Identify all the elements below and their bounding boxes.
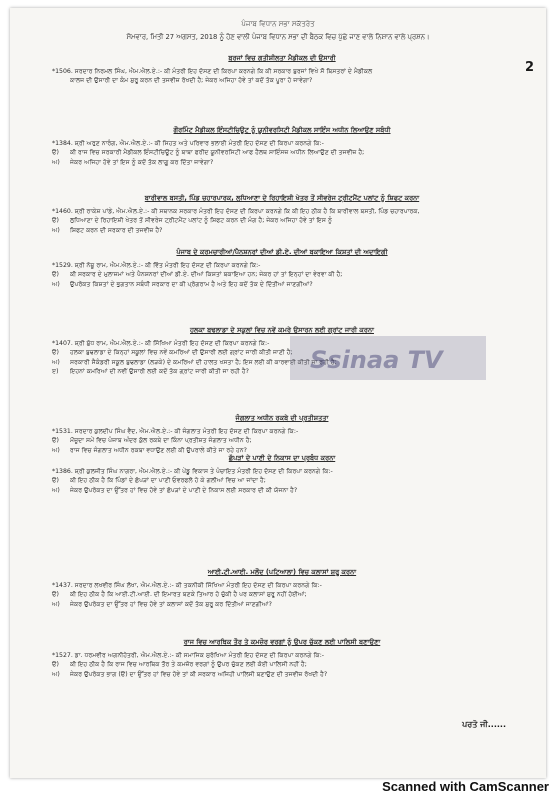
part-label: ਅ) bbox=[52, 486, 60, 494]
part-label: ੳ) bbox=[52, 217, 59, 225]
part-text: ਹਲਕਾ ਬੁਢਲਾਡਾ ਦੇ ਕਿਨ੍ਹਾਂ ਸਕੂਲਾਂ ਵਿਚ ਨਵੇਂ ਕਮਰਿਆਂ ਦੀ ਉਸਾਰੀ ਲਈ ਗ੍ਰਾਂਟ ਜਾਰੀ ਕੀਤੀ ਜਾਣੀ ਹੈ; bbox=[70, 349, 293, 357]
question-mover-line: *1437. ਸਰਦਾਰ ਲਖਵੀਰ ਸਿੰਘ ਲੱਖਾ, ਐਮ.ਐਲ.ਏ.:- ਕੀ ਤਕਨੀਕੀ ਸਿੱਖਿਆ ਮੰਤਰੀ ਇਹ ਦੱਸਣ ਦੀ ਕਿਰਪਾ ਕਰਨਗੇ ਕਿ:- bbox=[52, 582, 322, 590]
part-label: ੳ) bbox=[52, 271, 59, 279]
question-block bbox=[52, 248, 512, 289]
part-text: ਕਾਲਜ ਦੀ ਉਸਾਰੀ ਦਾ ਕੰਮ ਸ਼ੁਰੂ ਕਰਨ ਦੀ ਤਜਵੀਜ਼ ਰੱਖਦੀ ਹੈ; ਜੇਕਰ ਅਜਿਹਾ ਹੋਵੇ ਤਾਂ ਕਦੋਂ ਤੱਕ ਪੂਰਾ ਹੋ ਜਾਵੇਗਾ? bbox=[70, 77, 313, 85]
question-part bbox=[52, 590, 512, 599]
question-block bbox=[52, 454, 512, 495]
question-mover-line: *1531. ਸਰਦਾਰ ਕੁਲਦੀਪ ਸਿੰਘ ਵੈਦ, ਐਮ.ਐਲ.ਏ.:- ਕੀ ਜੰਗਲਾਤ ਮੰਤਰੀ ਇਹ ਦੱਸਣ ਦੀ ਕਿਰਪਾ ਕਰਨਗੇ ਕਿ:- bbox=[52, 428, 299, 436]
part-text: ਜੇਕਰ ਅਜਿਹਾ ਹੋਵੇ ਤਾਂ ਇਸ ਨੂੰ ਕਦੋਂ ਤੱਕ ਲਾਗੂ ਕਰ ਦਿੱਤਾ ਜਾਵੇਗਾ? bbox=[70, 158, 214, 166]
part-text: ਇਹਨਾਂ ਕਮਰਿਆਂ ਦੀ ਨਵੀਂ ਉਸਾਰੀ ਲਈ ਕਦੋਂ ਤੱਕ ਗ੍ਰਾਂਟ ਜਾਰੀ ਕੀਤੀ ਜਾ ਰਹੀ ਹੈ? bbox=[70, 367, 249, 375]
part-label: ਅ) bbox=[52, 280, 60, 288]
part-label: ੳ) bbox=[52, 591, 59, 599]
document-page bbox=[10, 8, 546, 778]
question-block bbox=[52, 126, 512, 167]
part-label: ੳ) bbox=[52, 661, 59, 669]
question-mover-line: *1529. ਸ਼੍ਰੀ ਨੱਥੂ ਰਾਮ, ਐਮ.ਐਲ.ਏ.:- ਕੀ ਵਿੱਤ ਮੰਤਰੀ ਇਹ ਦੱਸਣ ਦੀ ਕਿਰਪਾ ਕਰਨਗੇ ਕਿ:- bbox=[52, 262, 261, 270]
continued-note: ਪਰਤੋ ਜੀ...... bbox=[462, 720, 506, 729]
part-text: ਕੀ ਇਹ ਠੀਕ ਹੈ ਕਿ ਰਾਜ ਵਿਚ ਆਰਥਿਕ ਤੌਰ ਤੇ ਕਮਜ਼ੋਰ ਵਰਗਾਂ ਨੂੰ ਉਪਰ ਚੁੱਕਣ ਲਈ ਕੋਈ ਪਾਲਿਸੀ ਨਹੀਂ ਹੈ; bbox=[70, 661, 307, 669]
question-part bbox=[52, 226, 512, 235]
question-title: ਹਲਕਾ ਬੁਢਲਾਡਾ ਦੇ ਸਕੂਲਾਂ ਵਿਚ ਨਵੇਂ ਕਮਰੇ ਉਸਾਰਨ ਲਈ ਗ੍ਰਾਂਟ ਜਾਰੀ ਕਰਨਾ bbox=[190, 326, 374, 334]
question-part bbox=[52, 270, 512, 279]
part-text: ਕੀ ਰਾਜ ਵਿਚ ਸਰਕਾਰੀ ਮੈਡੀਕਲ ਇੰਸਟੀਚਿਊਟ ਨੂੰ ਬਾਬਾ ਫਰੀਦ ਯੂਨੀਵਰਸਿਟੀ ਆਫ ਹੈਲਥ ਸਾਇੰਸਜ਼ ਅਧੀਨ ਲਿਆਉਣ ਦੀ ਤਜਵੀਜ਼ ਹੈ; bbox=[70, 149, 365, 157]
question-part bbox=[52, 660, 512, 669]
part-text: ਕੀ ਇਹ ਠੀਕ ਹੈ ਕਿ ਆਈ.ਟੀ.ਆਈ. ਦੀ ਇਮਾਰਤ ਬਣਕੇ ਤਿਆਰ ਹੋ ਚੁੱਕੀ ਹੈ ਪਰ ਕਲਾਸਾਂ ਸ਼ੁਰੂ ਨਹੀਂ ਹੋਈਆਂ; bbox=[70, 591, 307, 599]
question-part bbox=[52, 436, 512, 445]
question-part bbox=[52, 486, 512, 495]
part-label bbox=[52, 76, 70, 85]
question-mover-line: *1506. ਸਰਦਾਰ ਨਿਰਮਲ ਸਿੰਘ, ਐਮ.ਐਲ.ਏ.:- ਕੀ ਮੰਤਰੀ ਇਹ ਦੱਸਣ ਦੀ ਕਿਰਪਾ ਕਰਨਗੇ ਕਿ ਕੀ ਸਰਕਾਰ ਬੁਰਜਾਂ ਵਿਖੇ ਸੌ ਬਿਸਤਰਾਂ ਦੇ ਮੈਡੀਕਲ bbox=[52, 68, 373, 76]
part-text: ਜੇਕਰ ਉਪਰੋਕਤ ਦਾ ਉੱਤਰ ਹਾਂ ਵਿਚ ਹੋਵੇ ਤਾਂ ਛੱਪੜਾਂ ਦੇ ਪਾਣੀ ਦੇ ਨਿਕਾਸ ਲਈ ਸਰਕਾਰ ਦੀ ਕੀ ਯੋਜਨਾ ਹੈ? bbox=[70, 486, 298, 494]
part-label: ੲ) bbox=[52, 367, 59, 375]
question-block bbox=[52, 54, 512, 86]
question-title: ਜੰਗਲਾਤ ਅਧੀਨ ਰਕਬੇ ਦੀ ਪ੍ਰਤੀਸ਼ਤਤਾ bbox=[235, 414, 329, 422]
question-block bbox=[52, 568, 512, 609]
assembly-header: ਪੰਜਾਬ ਵਿਧਾਨ ਸਭਾ ਸਕੱਤਰੇਤ bbox=[241, 20, 315, 28]
question-mover-line: *1460. ਸ਼੍ਰੀ ਰਾਕੇਸ਼ ਪਾਂਡੇ, ਐਮ.ਐਲ.ਏ.:- ਕੀ ਸਥਾਨਕ ਸਰਕਾਰ ਮੰਤਰੀ ਇਹ ਦੱਸਣ ਦੀ ਕਿਰਪਾ ਕਰਨਗੇ ਕਿ ਕੀ ਇਹ ਠੀਕ ਹੈ ਕਿ ਬਾਰੀਵਾਲ ਬਸਤੀ, ਪਿੰਡ ਚਹਾਰਪਾਰਕ, bbox=[52, 208, 420, 216]
part-label: ਅ) bbox=[52, 446, 60, 454]
part-text: ਜੇਕਰ ਉਪਰੋਕਤ ਭਾਗ (ੳ) ਦਾ ਉੱਤਰ ਹਾਂ ਵਿਚ ਹੋਵੇ ਤਾਂ ਕੀ ਸਰਕਾਰ ਅਜਿਹੀ ਪਾਲਿਸੀ ਬਣਾਉਣ ਦੀ ਤਜਵੀਜ਼ ਰੱਖਦੀ ਹੈ? bbox=[70, 670, 328, 678]
question-mover-line: *1407. ਸ਼੍ਰੀ ਬੁੱਧ ਰਾਮ, ਐਮ.ਐਲ.ਏ.:- ਕੀ ਸਿੱਖਿਆ ਮੰਤਰੀ ਇਹ ਦੱਸਣ ਦੀ ਕਿਰਪਾ ਕਰਨਗੇ ਕਿ:- bbox=[52, 340, 270, 348]
part-text: ਕੀ ਸਰਕਾਰ ਦੇ ਮੁਲਾਜ਼ਮਾਂ ਅਤੇ ਪੈਨਸ਼ਨਰਾਂ ਦੀਆਂ ਡੀ.ਏ. ਦੀਆਂ ਕਿਸ਼ਤਾਂ ਬਕਾਇਆ ਹਨ; ਜੇਕਰ ਹਾਂ ਤਾਂ ਇਨ੍ਹਾਂ ਦਾ ਵੇਰਵਾ ਕੀ ਹੈ; bbox=[70, 271, 343, 279]
part-label: ਅ) bbox=[52, 226, 60, 234]
part-text: ਕੀ ਇਹ ਠੀਕ ਹੈ ਕਿ ਪਿੰਡਾਂ ਦੇ ਛੱਪੜਾਂ ਦਾ ਪਾਣੀ ਓਵਰਫਲੋ ਹੋ ਕੇ ਗਲੀਆਂ ਵਿਚ ਆ ਜਾਂਦਾ ਹੈ; bbox=[70, 477, 266, 485]
part-label: ੳ) bbox=[52, 349, 59, 357]
part-text: ਜੇਕਰ ਉਪਰੋਕਤ ਦਾ ਉੱਤਰ ਹਾਂ ਵਿਚ ਹੋਵੇ ਤਾਂ ਕਲਾਸਾਂ ਕਦੋਂ ਤੱਕ ਸ਼ੁਰੂ ਕਰ ਦਿੱਤੀਆਂ ਜਾਣਗੀਆਂ? bbox=[70, 600, 272, 608]
part-text: ਲੁਧਿਆਣਾ ਦੇ ਰਿਹਾਇਸ਼ੀ ਖੇਤਰ ਤੋਂ ਸੀਵਰੇਜ ਟ੍ਰੀਟਮੈਂਟ ਪਲਾਂਟ ਨੂੰ ਸ਼ਿਫਟ ਕਰਨ ਦੀ ਮੰਗ ਹੈ; ਜੇਕਰ ਅਜਿਹਾ ਹੋਵੇ ਤਾਂ ਇਸ ਨੂੰ bbox=[70, 217, 333, 225]
session-subtitle: ਸੋਮਵਾਰ, ਮਿਤੀ 27 ਅਗਸਤ, 2018 ਨੂੰ ਹੋਣ ਵਾਲੀ ਪੰਜਾਬ ਵਿਧਾਨ ਸਭਾ ਦੀ ਬੈਠਕ ਵਿਚ ਪੁੱਛੇ ਜਾਣ ਵਾਲੇ ਨਿਸ਼ਾਨ ਵਾਲੇ ਪ੍ਰਸ਼ਨ। bbox=[126, 33, 430, 41]
part-label: ਅ) bbox=[52, 158, 60, 166]
question-part bbox=[52, 280, 512, 289]
part-text: ਉਪਰੋਕਤ ਕਿਸ਼ਤਾਂ ਦੇ ਭੁਗਤਾਨ ਸਬੰਧੀ ਸਰਕਾਰ ਦਾ ਕੀ ਪ੍ਰੋਗਰਾਮ ਹੈ ਅਤੇ ਇਹ ਕਦੋਂ ਤੱਕ ਦੇ ਦਿੱਤੀਆਂ ਜਾਣਗੀਆਂ? bbox=[70, 280, 313, 288]
part-text: ਸ਼ਿਫਟ ਕਰਨ ਦੀ ਸਰਕਾਰ ਦੀ ਤਜਵੀਜ਼ ਹੈ? bbox=[70, 226, 163, 234]
question-part bbox=[52, 476, 512, 485]
question-block bbox=[52, 194, 512, 235]
part-label: ਅ) bbox=[52, 670, 60, 678]
question-part bbox=[52, 216, 512, 225]
part-label: ੳ) bbox=[52, 437, 59, 445]
part-text: ਰਾਜ ਵਿਚ ਜੰਗਲਾਤ ਅਧੀਨ ਰਕਬਾ ਵਧਾਉਣ ਲਈ ਕੀ ਉਪਰਾਲੇ ਕੀਤੇ ਜਾ ਰਹੇ ਹਨ? bbox=[70, 446, 247, 454]
part-label: ੳ) bbox=[52, 149, 59, 157]
question-part bbox=[52, 76, 512, 85]
question-mover-line: *1527. ਡਾ. ਧਰਮਵੀਰ ਅਗਨੀਹੋਤਰੀ, ਐਮ.ਐਲ.ਏ.:- ਕੀ ਸਮਾਜਿਕ ਸੁਰੱਖਿਆ ਮੰਤਰੀ ਇਹ ਦੱਸਣ ਦੀ ਕਿਰਪਾ ਕਰਨਗੇ ਕਿ:- bbox=[52, 652, 325, 660]
question-mover-line: *1384. ਸ਼੍ਰੀ ਅਰੁਣ ਨਾਰੰਗ, ਐਮ.ਐਲ.ਏ.:- ਕੀ ਸਿਹਤ ਅਤੇ ਪਰਿਵਾਰ ਭਲਾਈ ਮੰਤਰੀ ਇਹ ਦੱਸਣ ਦੀ ਕਿਰਪਾ ਕਰਨਗੇ ਕਿ:- bbox=[52, 140, 324, 148]
question-title: ਰਾਜ ਵਿਚ ਆਰਥਿਕ ਤੌਰ ਤੇ ਕਮਜ਼ੋਰ ਵਰਗਾਂ ਨੂੰ ਉਪਰ ਚੁੱਕਣ ਲਈ ਪਾਲਿਸੀ ਬਣਾਉਣਾ bbox=[183, 638, 381, 646]
question-block bbox=[52, 638, 512, 679]
question-title: ਬਾਰੀਵਾਲ ਬਸਤੀ, ਪਿੰਡ ਚਹਾਰਪਾਰਕ, ਲੁਧਿਆਣਾ ਦੇ ਰਿਹਾਇਸ਼ੀ ਖੇਤਰ ਤੋਂ ਸੀਵਰੇਜ ਟ੍ਰੀਟਮੈਂਟ ਪਲਾਂਟ ਨੂੰ ਸ਼ਿਫਟ ਕਰਨਾ bbox=[144, 194, 420, 202]
question-part bbox=[52, 670, 512, 679]
part-label: ਅ) bbox=[52, 358, 60, 366]
part-text: ਮੌਜੂਦਾ ਸਮੇਂ ਵਿਚ ਪੰਜਾਬ ਅੰਦਰ ਕੁੱਲ ਰਕਬੇ ਦਾ ਕਿੰਨਾ ਪ੍ਰਤੀਸ਼ਤ ਜੰਗਲਾਤ ਅਧੀਨ ਹੈ; bbox=[70, 437, 252, 445]
watermark-text: Ssinaa TV bbox=[310, 346, 443, 374]
question-part bbox=[52, 600, 512, 609]
part-label: ਅ) bbox=[52, 600, 60, 608]
question-title: ਛੱਪੜਾਂ ਦੇ ਪਾਣੀ ਦੇ ਨਿਕਾਸ ਦਾ ਪ੍ਰਬੰਧ ਕਰਨਾ bbox=[228, 454, 336, 462]
question-title: ਬੁਰਜਾਂ ਵਿਚ ਗਤੀਸ਼ੀਲਤਾ ਮੈਡੀਕਲ ਦੀ ਉਸਾਰੀ bbox=[228, 54, 336, 62]
part-label: ੳ) bbox=[52, 477, 59, 485]
question-block bbox=[52, 414, 512, 455]
scanner-label: Scanned with CamScanner bbox=[382, 779, 549, 794]
part-text: ਸਰਕਾਰੀ ਸੈਕੰਡਰੀ ਸਕੂਲ ਬੁਢਲਾਡਾ (ਲੜਕੇ) ਦੇ ਕਮਰਿਆਂ ਦੀ ਹਾਲਤ ਖਸਤਾ ਹੈ; ਇਸ ਲਈ ਕੀ ਕਾਰਵਾਈ ਕੀਤੀ ਜਾ ਰਹੀ ਹੈ; bbox=[70, 358, 337, 366]
page-number: 2 bbox=[524, 60, 534, 75]
question-part bbox=[52, 158, 512, 167]
question-part bbox=[52, 148, 512, 157]
question-title: ਗੌਰਮਿੰਟ ਮੈਡੀਕਲ ਇੰਸਟੀਚਿਊਟ ਨੂੰ ਯੂਨੀਵਰਸਿਟੀ ਮੈਡੀਕਲ ਸਾਇੰਸ ਅਧੀਨ ਲਿਆਉਣ ਸਬੰਧੀ bbox=[173, 126, 391, 134]
question-title: ਪੰਜਾਬ ਦੇ ਕਰਮਚਾਰੀਆਂ/ਪੈਨਸ਼ਨਰਾਂ ਦੀਆਂ ਡੀ.ਏ. ਦੀਆਂ ਬਕਾਇਆ ਕਿਸ਼ਤਾਂ ਦੀ ਅਦਾਇਗੀ bbox=[176, 248, 388, 256]
question-mover-line: *1386. ਸ਼੍ਰੀ ਕੁਲਜੀਤ ਸਿੰਘ ਨਾਗਰਾ, ਐਮ.ਐਲ.ਏ.:- ਕੀ ਪੇਂਡੂ ਵਿਕਾਸ ਤੇ ਪੰਚਾਇਤ ਮੰਤਰੀ ਇਹ ਦੱਸਣ ਦੀ ਕਿਰਪਾ ਕਰਨਗੇ ਕਿ:- bbox=[52, 468, 333, 476]
question-title: ਆਈ.ਟੀ.ਆਈ. ਮਲੌਦ (ਪਟਿਆਲਾ) ਵਿਚ ਕਲਾਸਾਂ ਸ਼ੁਰੂ ਕਰਨਾ bbox=[207, 568, 357, 576]
